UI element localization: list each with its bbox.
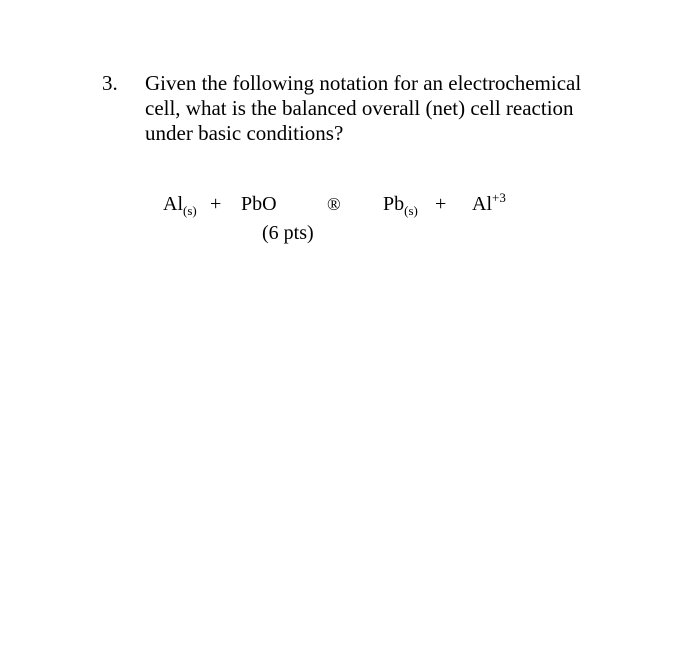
product-al-charge: +3 <box>492 190 506 205</box>
question-line-2: cell, what is the balanced overall (net) cell reaction <box>145 96 574 120</box>
question-line-3: under basic conditions? <box>145 121 344 145</box>
equation-reactant-al <box>163 192 197 216</box>
reactant-al-state: (s) <box>183 203 197 218</box>
equation-arrow: ® <box>327 194 341 214</box>
question-text <box>145 71 585 146</box>
equation-plus-1: + <box>210 193 222 215</box>
equation-product-pb <box>383 192 418 216</box>
product-pb-state: (s) <box>404 203 418 218</box>
reactant-al-symbol: Al <box>163 193 183 215</box>
question-number: 3. <box>102 71 118 95</box>
equation-plus-2: + <box>435 193 447 215</box>
product-pb-symbol: Pb <box>383 193 405 215</box>
equation-reactant-pbo: PbO <box>241 193 277 215</box>
points-label: (6 pts) <box>262 222 314 244</box>
equation-product-al-ion <box>472 192 506 216</box>
product-al-symbol: Al <box>472 193 492 215</box>
question-line-1: Given the following notation for an electrochemical <box>145 71 582 95</box>
